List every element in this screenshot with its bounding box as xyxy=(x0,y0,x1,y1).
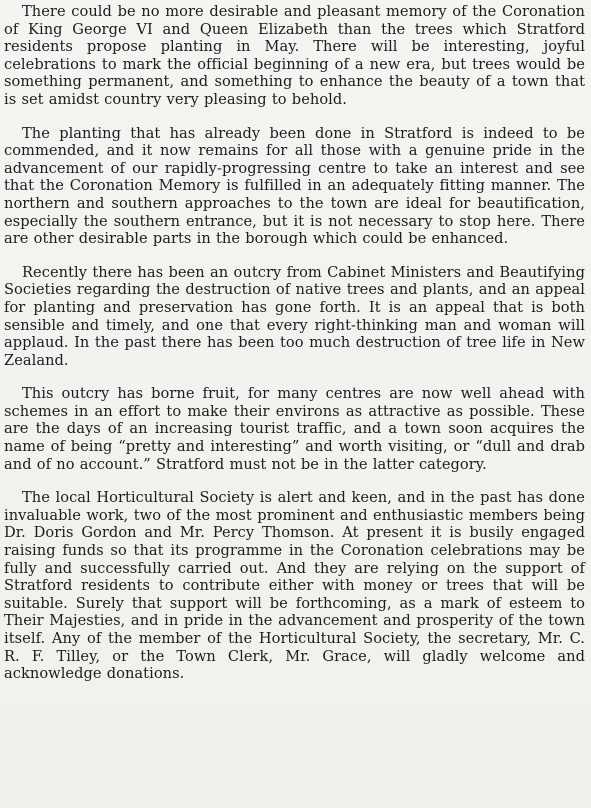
article-paragraph-1: There could be no more desirable and pleasant memory of the Coronation of King George VI and Queen Elizabeth than the trees which Stratford residents propose planting in May. There will be interesting, joyful celebrations to mark the official beginning of a new era, but trees would be something permanent, and something to enhance the beauty of a town that is set amidst country very pleasing to behold. xyxy=(4,3,585,108)
article-paragraph-2: The planting that has already been done in Stratford is indeed to be commended, and it now remains for all those with a genuine pride in the advancement of our rapidly-progressing centre to take an interest and see that the Coronation Memory is fulfilled in an adequately fitting manner. The northern and southern approaches to the town are ideal for beautification, especially the southern entrance, but it is not necessary to stop here. There are other desirable parts in the borough which could be enhanced. xyxy=(4,124,585,248)
article-paragraph-4: This outcry has borne fruit, for many centres are now well ahead with schemes in an effort to make their environs as attractive as possible. These are the days of an increasing tourist traffic, and a town soon acquires the name of being “pretty and interesting” and worth visiting, or “dull and drab and of no account.” Stratford must not be in the latter category. xyxy=(4,385,585,473)
article-paragraph-3: Recently there has been an outcry from Cabinet Ministers and Beautifying Societies regarding the destruction of native trees and plants, and an appeal for planting and preservation has gone forth. It is an appeal that is both sensible and timely, and one that every right-thinking man and woman will applaud. In the past there has been too much destruction of tree life in New Zealand. xyxy=(4,263,585,369)
article-paragraph-5: The local Horticultural Society is alert and keen, and in the past has done invaluable work, two of the most prominent and enthusiastic members being Dr. Doris Gordon and Mr. Percy Thomson. At present it is busily engaged raising funds so that its programme in the Coronation celebrations may be fully and successfully carried out. And they are relying on the support of Stratford residents to contribute either with money or trees that will be suitable. Surely that support will be forthcoming, as a mark of esteem to Their Majesties, and in pride in the advancement and prosperity of the town itself. Any of the member of the Horticultural Society, the secretary, Mr. C. R. F. Tilley, or the Town Clerk, Mr. Grace, will gladly welcome and acknowledge donations. xyxy=(4,489,585,683)
